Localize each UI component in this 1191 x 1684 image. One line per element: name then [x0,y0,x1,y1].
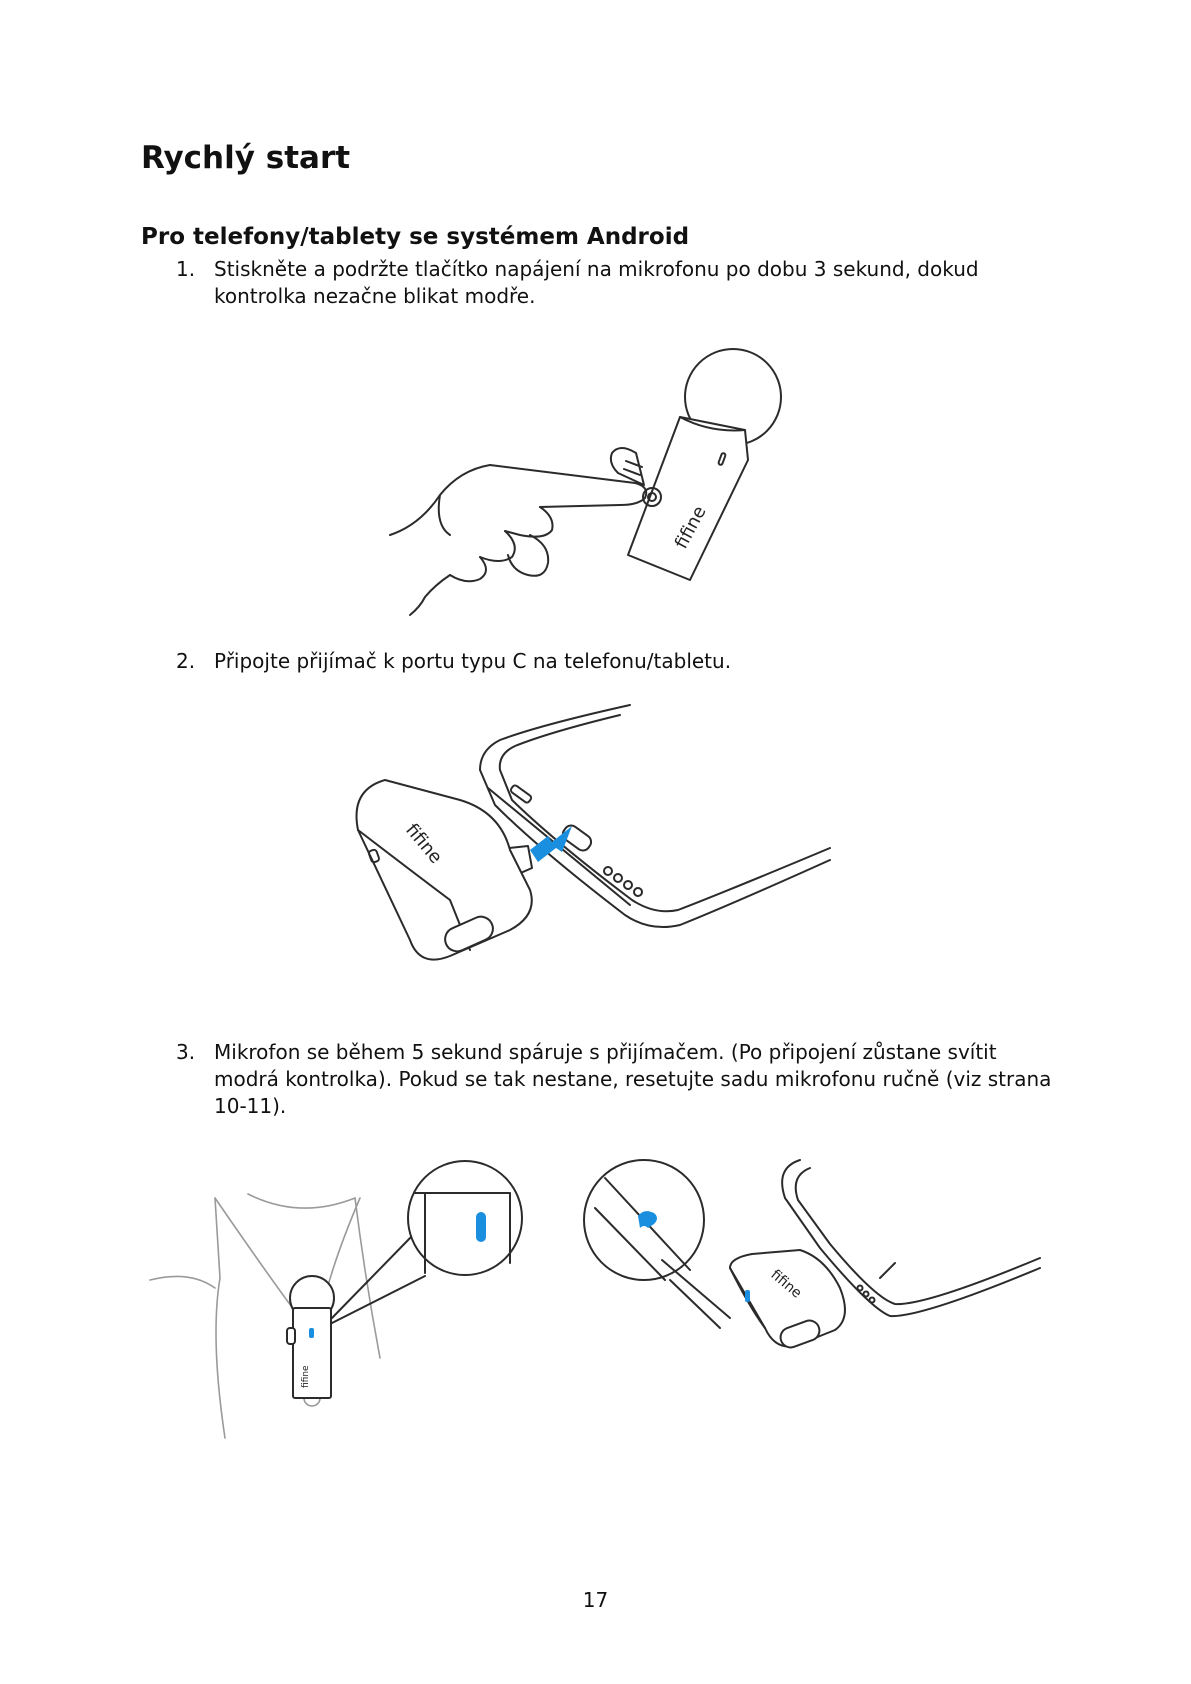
step-text-line: Připojte přijímač k portu typu C na telefonu/tabletu. [214,649,732,673]
step-number: 1. [176,257,196,281]
led-indicator [745,1290,750,1302]
step-text-line: Mikrofon se během 5 sekund spáruje s přijímačem. (Po připojení zůstane svítit [214,1040,997,1064]
step-number: 2. [176,649,196,673]
fifine-logo: fifine [401,819,447,868]
fifine-logo: fifine [670,502,711,553]
step-text [214,256,1054,310]
fifine-logo: fifine [767,1266,805,1302]
page-number: 17 [582,1588,609,1612]
step-text-line: modrá kontrolka). Pokud se tak nestane, resetujte sadu mikrofonu ručně (viz strana [214,1067,1052,1091]
step-text [214,648,1054,675]
step-text [214,1039,1054,1120]
step-text-line: kontrolka nezačne blikat modře. [214,284,536,308]
step-text-line: 10-11). [214,1094,287,1118]
step-text-line: Stiskněte a podržte tlačítko napájení na mikrofonu po dobu 3 sekund, dokud [214,257,979,281]
fifine-logo: fifine [301,1365,311,1388]
illustration-connect-receiver [340,700,840,1000]
led-indicator-zoom [476,1212,486,1242]
step-number: 3. [176,1040,196,1064]
illustration-mic-on-shirt [150,1158,550,1438]
led-indicator [309,1328,314,1338]
section-heading: Pro telefony/tablety se systémem Android [141,224,690,250]
illustration-press-power-button [380,335,800,625]
illustration-receiver-in-phone [580,1158,1040,1408]
page-title: Rychlý start [141,140,351,176]
